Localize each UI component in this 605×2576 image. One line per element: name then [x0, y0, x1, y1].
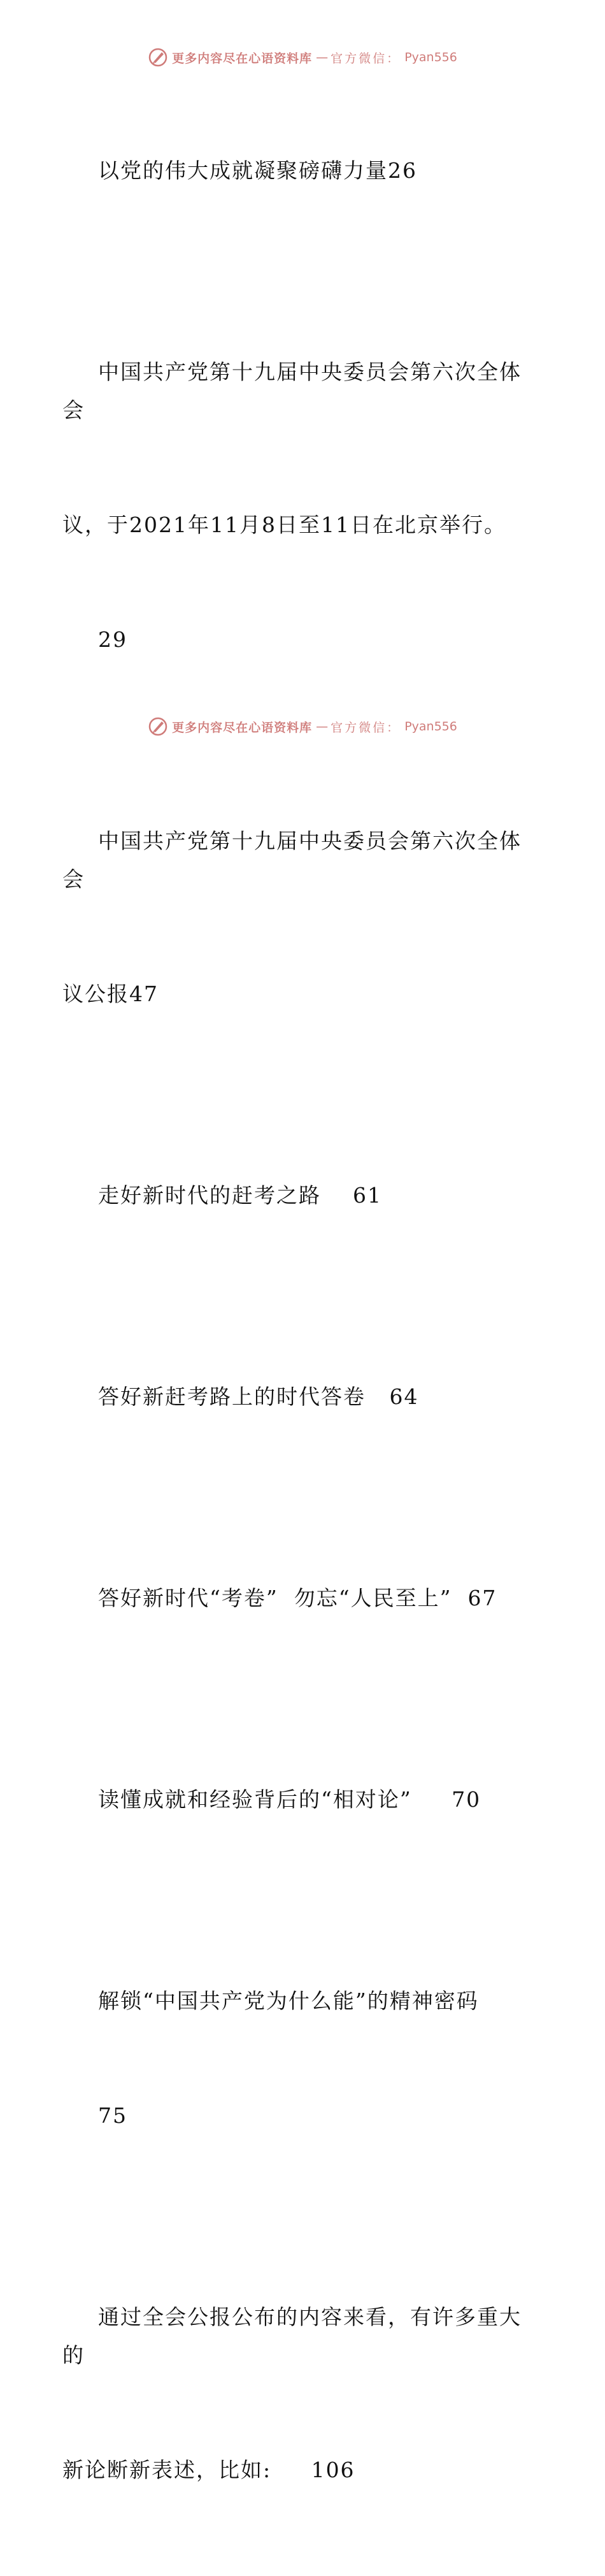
toc-entry	[62, 1100, 534, 1291]
toc-entry-line: 读懂成就和经验背后的“相对论” 70	[98, 1787, 481, 1812]
watermark-account: Pyan556	[404, 720, 457, 734]
toc-entry-line: 新论断新表述，比如: 106	[62, 2457, 355, 2482]
pen-logo-icon	[148, 716, 168, 737]
toc-entry-line: 通过全会公报公布的内容来看，有许多重大的	[62, 2305, 522, 2368]
watermark-dash: —	[316, 50, 327, 64]
toc-entry	[62, 1503, 534, 1694]
toc-entry-line: 解锁“中国共产党为什么能”的精神密码	[98, 1988, 479, 2013]
header-watermark	[0, 46, 605, 69]
toc-entry	[62, 1301, 534, 1493]
toc-entry	[62, 1906, 534, 2211]
toc-entry-line: 中国共产党第十九届中央委员会第六次全体会	[62, 829, 522, 892]
watermark-sub-text: 官方微信：	[331, 51, 401, 66]
toc-entry	[62, 1704, 534, 1895]
watermark-main-text: 更多内容尽在心语资料库	[172, 51, 313, 66]
watermark-main-text: 更多内容尽在心语资料库	[172, 720, 313, 735]
toc-entry-page-number: 29	[98, 627, 127, 652]
watermark-sub-text: 官方微信：	[331, 720, 401, 735]
toc-entry	[62, 75, 534, 266]
toc-entry	[62, 277, 534, 735]
toc-entry	[62, 2222, 534, 2566]
toc-entry-line: 以党的伟大成就凝聚磅礴力量26	[98, 158, 417, 183]
toc-entry-line: 走好新时代的赶考之路 61	[98, 1183, 382, 1208]
toc-entry	[62, 746, 534, 1090]
pen-logo-icon	[148, 47, 168, 68]
toc-entry-page-number: 75	[98, 2103, 127, 2128]
toc-entry-line: 答好新赶考路上的时代答卷 64	[98, 1384, 419, 1409]
toc-entry-line: 议，于2021年11月8日至11日在北京举行。	[62, 512, 506, 537]
toc-entry-line: 中国共产党第十九届中央委员会第六次全体会	[62, 359, 522, 423]
table-of-contents	[62, 75, 534, 2576]
toc-entry-line: 答好新时代“考卷” 勿忘“人民至上” 67	[98, 1586, 497, 1610]
watermark-dash: —	[316, 720, 327, 734]
toc-entry-line: 议公报47	[62, 981, 159, 1006]
footer-watermark	[0, 715, 605, 738]
watermark-account: Pyan556	[404, 50, 457, 64]
